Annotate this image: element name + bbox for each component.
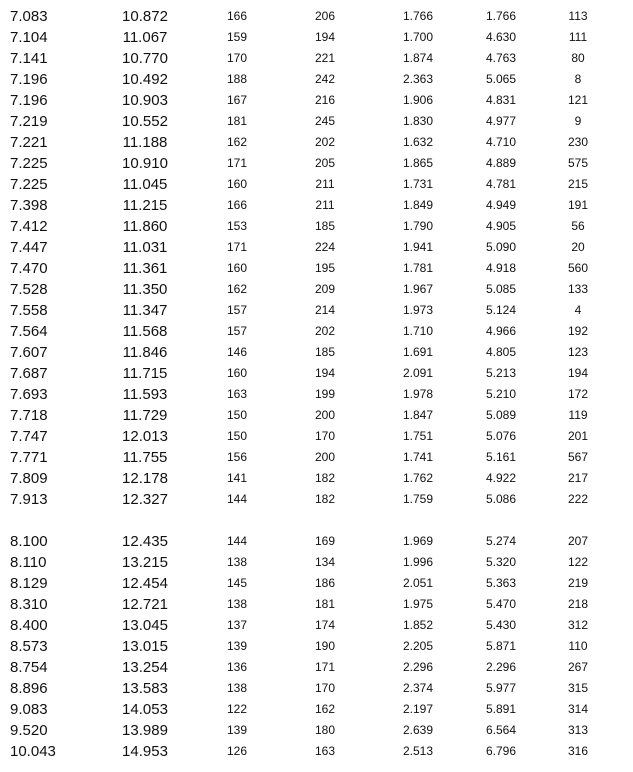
table-cell: 202 bbox=[314, 135, 336, 149]
table-cell: 11.347 bbox=[122, 302, 168, 319]
table-cell: 138 bbox=[226, 681, 248, 695]
table-cell: 182 bbox=[314, 492, 336, 506]
table-cell: 267 bbox=[567, 660, 589, 674]
table-cell: 245 bbox=[314, 114, 336, 128]
table-cell: 1.941 bbox=[402, 240, 434, 254]
table-cell: 136 bbox=[226, 660, 248, 674]
table-cell: 20 bbox=[571, 240, 585, 254]
table-cell: 119 bbox=[568, 408, 588, 422]
table-cell: 163 bbox=[314, 744, 336, 758]
table-row bbox=[0, 27, 633, 48]
table-cell: 4.710 bbox=[485, 135, 517, 149]
table-cell: 185 bbox=[314, 345, 336, 359]
table-cell: 11.593 bbox=[122, 386, 168, 403]
table-cell: 11.188 bbox=[122, 134, 168, 151]
table-cell: 194 bbox=[314, 30, 336, 44]
table-cell: 11.568 bbox=[122, 323, 168, 340]
table-cell: 5.210 bbox=[485, 387, 517, 401]
table-cell: 7.221 bbox=[10, 134, 48, 151]
table-cell: 8.573 bbox=[10, 638, 48, 655]
table-cell: 7.225 bbox=[10, 155, 48, 172]
table-cell: 11.350 bbox=[122, 281, 168, 298]
table-cell: 157 bbox=[226, 303, 248, 317]
table-cell: 1.865 bbox=[402, 156, 434, 170]
table-cell: 207 bbox=[567, 534, 589, 548]
table-cell: 1.766 bbox=[485, 9, 517, 23]
table-cell: 171 bbox=[226, 156, 248, 170]
table-cell: 314 bbox=[567, 702, 589, 716]
table-cell: 7.196 bbox=[10, 71, 48, 88]
table-cell: 7.718 bbox=[10, 407, 48, 424]
table-cell: 2.513 bbox=[402, 744, 434, 758]
table-cell: 160 bbox=[226, 261, 248, 275]
table-cell: 186 bbox=[314, 576, 336, 590]
table-row bbox=[0, 405, 633, 426]
table-cell: 138 bbox=[226, 555, 248, 569]
table-row bbox=[0, 720, 633, 741]
table-row bbox=[0, 489, 633, 510]
table-cell: 80 bbox=[571, 51, 585, 65]
table-cell: 1.852 bbox=[402, 618, 434, 632]
table-cell: 224 bbox=[314, 240, 336, 254]
table-cell: 7.470 bbox=[10, 260, 48, 277]
table-cell: 12.721 bbox=[122, 596, 168, 613]
table-cell: 567 bbox=[567, 450, 589, 464]
table-cell: 13.015 bbox=[122, 638, 168, 655]
table-row bbox=[0, 342, 633, 363]
table-row bbox=[0, 384, 633, 405]
table-row bbox=[0, 90, 633, 111]
table-row bbox=[0, 153, 633, 174]
table-cell: 5.977 bbox=[485, 681, 517, 695]
table-cell: 1.967 bbox=[402, 282, 434, 296]
table-row bbox=[0, 300, 633, 321]
table-cell: 160 bbox=[226, 177, 248, 191]
table-cell: 14.953 bbox=[122, 743, 168, 760]
table-row bbox=[0, 258, 633, 279]
table-cell: 144 bbox=[226, 534, 248, 548]
table-row bbox=[0, 657, 633, 678]
table-cell: 5.124 bbox=[485, 303, 517, 317]
table-cell: 150 bbox=[226, 408, 248, 422]
table-row bbox=[0, 132, 633, 153]
table-cell: 1.849 bbox=[402, 198, 434, 212]
table-cell: 13.989 bbox=[122, 722, 168, 739]
table-cell: 191 bbox=[567, 198, 589, 212]
table-cell: 170 bbox=[226, 51, 248, 65]
table-cell: 2.296 bbox=[402, 660, 434, 674]
table-cell: 11.755 bbox=[122, 449, 168, 466]
table-cell: 13.583 bbox=[122, 680, 168, 697]
table-cell: 13.215 bbox=[122, 554, 168, 571]
table-cell: 2.374 bbox=[402, 681, 434, 695]
table-cell: 5.430 bbox=[485, 618, 517, 632]
table-cell: 8.400 bbox=[10, 617, 48, 634]
table-cell: 1.973 bbox=[402, 303, 434, 317]
table-cell: 8.754 bbox=[10, 659, 48, 676]
table-cell: 11.067 bbox=[122, 29, 168, 46]
table-cell: 313 bbox=[567, 723, 589, 737]
table-row bbox=[0, 573, 633, 594]
table-cell: 5.871 bbox=[485, 639, 517, 653]
table-cell: 133 bbox=[567, 282, 589, 296]
table-cell: 5.086 bbox=[485, 492, 517, 506]
table-cell: 10.770 bbox=[122, 50, 168, 67]
table-cell: 12.454 bbox=[122, 575, 168, 592]
table-cell: 205 bbox=[314, 156, 336, 170]
table-cell: 5.891 bbox=[485, 702, 517, 716]
table-cell: 5.089 bbox=[485, 408, 517, 422]
table-cell: 7.558 bbox=[10, 302, 48, 319]
table-cell: 11.846 bbox=[122, 344, 168, 361]
table-row bbox=[0, 111, 633, 132]
table-cell: 156 bbox=[226, 450, 248, 464]
table-cell: 141 bbox=[226, 471, 248, 485]
table-cell: 4.831 bbox=[485, 93, 517, 107]
table-cell: 12.013 bbox=[122, 428, 168, 445]
table-cell: 211 bbox=[315, 198, 335, 212]
table-cell: 126 bbox=[226, 744, 248, 758]
table-cell: 169 bbox=[314, 534, 336, 548]
table-cell: 7.747 bbox=[10, 428, 48, 445]
table-row bbox=[0, 363, 633, 384]
table-cell: 312 bbox=[567, 618, 589, 632]
table-cell: 7.809 bbox=[10, 470, 48, 487]
table-cell: 5.274 bbox=[485, 534, 517, 548]
table-row bbox=[0, 48, 633, 69]
table-cell: 222 bbox=[567, 492, 589, 506]
table-cell: 221 bbox=[314, 51, 336, 65]
table-cell: 4.905 bbox=[485, 219, 517, 233]
table-row bbox=[0, 678, 633, 699]
table-cell: 217 bbox=[567, 471, 589, 485]
table-row bbox=[0, 69, 633, 90]
table-cell: 200 bbox=[314, 450, 336, 464]
table-cell: 219 bbox=[567, 576, 589, 590]
table-cell: 162 bbox=[226, 135, 248, 149]
table-cell: 123 bbox=[567, 345, 589, 359]
table-cell: 1.978 bbox=[402, 387, 434, 401]
table-cell: 218 bbox=[567, 597, 589, 611]
table-row bbox=[0, 468, 633, 489]
table-cell: 4.763 bbox=[485, 51, 517, 65]
table-cell: 316 bbox=[567, 744, 589, 758]
table-cell: 8.129 bbox=[10, 575, 48, 592]
table-row bbox=[0, 237, 633, 258]
table-cell: 5.161 bbox=[485, 450, 517, 464]
table-row bbox=[0, 6, 633, 27]
table-cell: 56 bbox=[571, 219, 585, 233]
table-cell: 8.100 bbox=[10, 533, 48, 550]
table-cell: 12.327 bbox=[122, 491, 168, 508]
table-cell: 185 bbox=[314, 219, 336, 233]
table-cell: 1.632 bbox=[402, 135, 434, 149]
table-cell: 5.065 bbox=[485, 72, 517, 86]
table-row bbox=[0, 552, 633, 573]
table-cell: 7.225 bbox=[10, 176, 48, 193]
table-cell: 113 bbox=[568, 9, 588, 23]
table-cell: 214 bbox=[314, 303, 336, 317]
table-cell: 5.320 bbox=[485, 555, 517, 569]
table-cell: 1.790 bbox=[402, 219, 434, 233]
table-cell: 194 bbox=[314, 366, 336, 380]
table-cell: 8.896 bbox=[10, 680, 48, 697]
table-cell: 172 bbox=[567, 387, 589, 401]
table-cell: 315 bbox=[567, 681, 589, 695]
table-cell: 10.910 bbox=[122, 155, 168, 172]
table-cell: 4.781 bbox=[485, 177, 517, 191]
table-cell: 7.528 bbox=[10, 281, 48, 298]
table-cell: 122 bbox=[226, 702, 248, 716]
table-cell: 7.104 bbox=[10, 29, 48, 46]
table-row bbox=[0, 447, 633, 468]
table-cell: 12.435 bbox=[122, 533, 168, 550]
table-cell: 5.090 bbox=[485, 240, 517, 254]
table-cell: 167 bbox=[226, 93, 248, 107]
table-cell: 7.196 bbox=[10, 92, 48, 109]
table-cell: 195 bbox=[314, 261, 336, 275]
table-row bbox=[0, 699, 633, 720]
table-cell: 2.051 bbox=[402, 576, 434, 590]
table-cell: 144 bbox=[226, 492, 248, 506]
table-cell: 139 bbox=[226, 639, 248, 653]
table-cell: 11.729 bbox=[122, 407, 168, 424]
table-cell: 12.178 bbox=[122, 470, 168, 487]
table-cell: 10.903 bbox=[122, 92, 168, 109]
table-row bbox=[0, 195, 633, 216]
table-cell: 1.766 bbox=[402, 9, 434, 23]
table-cell: 163 bbox=[226, 387, 248, 401]
table-cell: 10.492 bbox=[122, 71, 168, 88]
table-cell: 7.607 bbox=[10, 344, 48, 361]
table-cell: 4 bbox=[574, 303, 582, 317]
table-cell: 242 bbox=[314, 72, 336, 86]
table-cell: 162 bbox=[226, 282, 248, 296]
table-cell: 11.715 bbox=[122, 365, 168, 382]
table-cell: 2.205 bbox=[402, 639, 434, 653]
table-cell: 8.310 bbox=[10, 596, 48, 613]
table-cell: 1.762 bbox=[402, 471, 434, 485]
table-cell: 7.398 bbox=[10, 197, 48, 214]
table-cell: 1.830 bbox=[402, 114, 434, 128]
table-cell: 190 bbox=[314, 639, 336, 653]
table-cell: 11.860 bbox=[122, 218, 168, 235]
table-cell: 4.966 bbox=[485, 324, 517, 338]
table-cell: 14.053 bbox=[122, 701, 168, 718]
table-cell: 1.969 bbox=[402, 534, 434, 548]
table-cell: 230 bbox=[567, 135, 589, 149]
table-cell: 7.564 bbox=[10, 323, 48, 340]
table-cell: 1.731 bbox=[402, 177, 434, 191]
table-cell: 174 bbox=[314, 618, 336, 632]
table-cell: 1.751 bbox=[402, 429, 434, 443]
table-cell: 111 bbox=[568, 30, 588, 44]
table-cell: 4.977 bbox=[485, 114, 517, 128]
table-cell: 181 bbox=[226, 114, 248, 128]
table-row bbox=[0, 741, 633, 762]
table-cell: 9.520 bbox=[10, 722, 48, 739]
table-cell: 7.693 bbox=[10, 386, 48, 403]
table-cell: 194 bbox=[567, 366, 589, 380]
table-cell: 7.913 bbox=[10, 491, 48, 508]
table-cell: 1.847 bbox=[402, 408, 434, 422]
table-cell: 11.045 bbox=[122, 176, 168, 193]
table-cell: 146 bbox=[226, 345, 248, 359]
table-cell: 13.254 bbox=[122, 659, 168, 676]
table-cell: 216 bbox=[314, 93, 336, 107]
table-row bbox=[0, 426, 633, 447]
table-cell: 134 bbox=[314, 555, 336, 569]
table-cell: 200 bbox=[314, 408, 336, 422]
table-row bbox=[0, 279, 633, 300]
table-cell: 188 bbox=[226, 72, 248, 86]
table-cell: 2.296 bbox=[485, 660, 517, 674]
table-row bbox=[0, 615, 633, 636]
table-cell: 122 bbox=[567, 555, 589, 569]
table-cell: 166 bbox=[226, 198, 248, 212]
table-cell: 5.470 bbox=[485, 597, 517, 611]
table-cell: 4.805 bbox=[485, 345, 517, 359]
table-cell: 137 bbox=[226, 618, 248, 632]
table-cell: 2.197 bbox=[402, 702, 434, 716]
table-cell: 150 bbox=[226, 429, 248, 443]
table-cell: 199 bbox=[314, 387, 336, 401]
table-row bbox=[0, 531, 633, 552]
table-cell: 4.889 bbox=[485, 156, 517, 170]
table-cell: 5.363 bbox=[485, 576, 517, 590]
table-cell: 2.091 bbox=[402, 366, 434, 380]
table-cell: 6.796 bbox=[485, 744, 517, 758]
table-cell: 7.083 bbox=[10, 8, 48, 25]
table-cell: 9 bbox=[574, 114, 582, 128]
table-cell: 2.363 bbox=[402, 72, 434, 86]
table-cell: 4.630 bbox=[485, 30, 517, 44]
table-cell: 1.874 bbox=[402, 51, 434, 65]
table-row bbox=[0, 594, 633, 615]
table-cell: 1.691 bbox=[402, 345, 434, 359]
table-cell: 7.771 bbox=[10, 449, 48, 466]
table-cell: 1.781 bbox=[402, 261, 434, 275]
table-cell: 11.361 bbox=[122, 260, 168, 277]
table-row bbox=[0, 174, 633, 195]
table-cell: 145 bbox=[226, 576, 248, 590]
table-cell: 171 bbox=[314, 660, 336, 674]
table-cell: 560 bbox=[567, 261, 589, 275]
table-cell: 202 bbox=[314, 324, 336, 338]
table-cell: 575 bbox=[567, 156, 589, 170]
table-cell: 4.922 bbox=[485, 471, 517, 485]
table-cell: 10.043 bbox=[10, 743, 56, 760]
table-cell: 7.219 bbox=[10, 113, 48, 130]
table-cell: 181 bbox=[314, 597, 336, 611]
table-cell: 10.872 bbox=[122, 8, 168, 25]
table-cell: 170 bbox=[314, 681, 336, 695]
table-cell: 201 bbox=[567, 429, 589, 443]
table-cell: 8 bbox=[574, 72, 582, 86]
table-cell: 5.213 bbox=[485, 366, 517, 380]
table-cell: 153 bbox=[226, 219, 248, 233]
table-cell: 1.906 bbox=[402, 93, 434, 107]
table-cell: 8.110 bbox=[10, 554, 47, 571]
table-cell: 5.085 bbox=[485, 282, 517, 296]
table-cell: 211 bbox=[315, 177, 335, 191]
table-cell: 1.996 bbox=[402, 555, 434, 569]
table-row bbox=[0, 321, 633, 342]
table-row bbox=[0, 216, 633, 237]
table-cell: 10.552 bbox=[122, 113, 168, 130]
table-cell: 180 bbox=[314, 723, 336, 737]
table-cell: 209 bbox=[314, 282, 336, 296]
table-cell: 159 bbox=[226, 30, 248, 44]
table-cell: 138 bbox=[226, 597, 248, 611]
table-cell: 11.215 bbox=[122, 197, 168, 214]
table-cell: 192 bbox=[567, 324, 589, 338]
table-cell: 4.918 bbox=[485, 261, 517, 275]
table-cell: 9.083 bbox=[10, 701, 48, 718]
table-cell: 206 bbox=[314, 9, 336, 23]
table-cell: 5.076 bbox=[485, 429, 517, 443]
table-cell: 7.141 bbox=[10, 50, 48, 67]
table-cell: 157 bbox=[226, 324, 248, 338]
table-cell: 1.975 bbox=[402, 597, 434, 611]
table-cell: 11.031 bbox=[122, 239, 168, 256]
table-cell: 171 bbox=[226, 240, 248, 254]
table-cell: 170 bbox=[314, 429, 336, 443]
table-cell: 4.949 bbox=[485, 198, 517, 212]
table-cell: 1.710 bbox=[402, 324, 434, 338]
table-cell: 7.687 bbox=[10, 365, 48, 382]
table-cell: 1.741 bbox=[402, 450, 434, 464]
table-cell: 121 bbox=[567, 93, 589, 107]
table-cell: 162 bbox=[314, 702, 336, 716]
table-cell: 1.759 bbox=[402, 492, 434, 506]
table-cell: 215 bbox=[567, 177, 589, 191]
table-cell: 6.564 bbox=[485, 723, 517, 737]
table-cell: 139 bbox=[226, 723, 248, 737]
table-cell: 7.412 bbox=[10, 218, 48, 235]
table-cell: 110 bbox=[568, 639, 588, 653]
table-cell: 1.700 bbox=[402, 30, 434, 44]
table-cell: 182 bbox=[314, 471, 336, 485]
table-cell: 7.447 bbox=[10, 239, 48, 256]
table-row bbox=[0, 636, 633, 657]
table-cell: 166 bbox=[226, 9, 248, 23]
table-cell: 2.639 bbox=[402, 723, 434, 737]
table-cell: 13.045 bbox=[122, 617, 168, 634]
table-cell: 160 bbox=[226, 366, 248, 380]
